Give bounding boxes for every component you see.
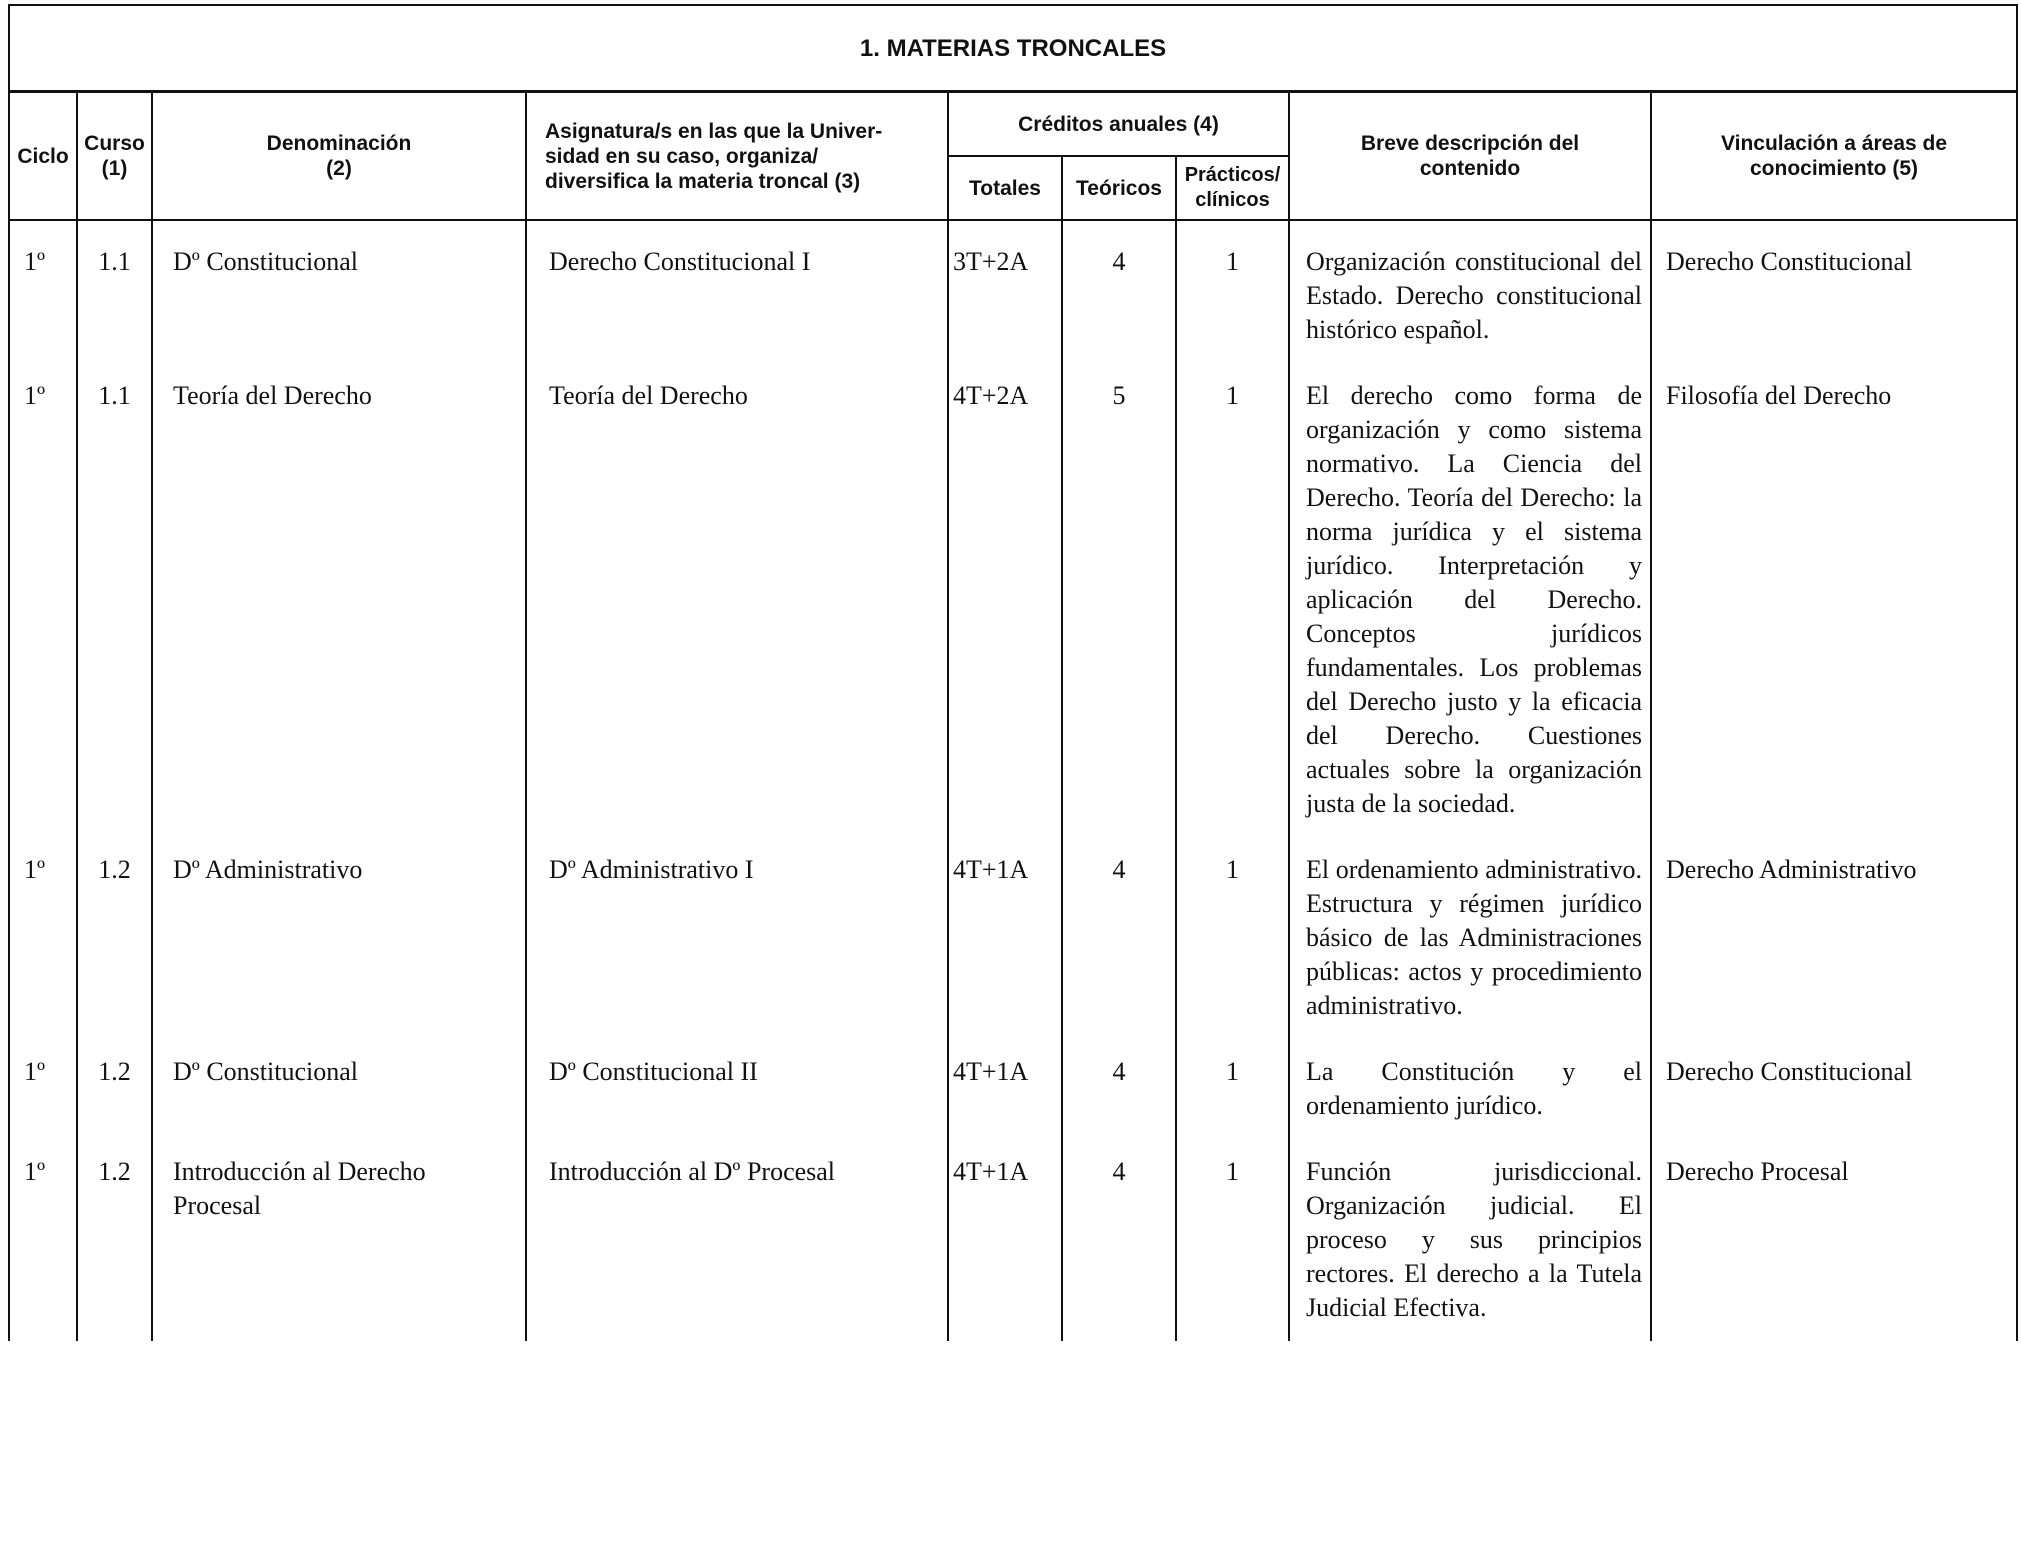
- cell-totales: 4T+2A: [948, 363, 1062, 837]
- table-row: [9, 1039, 2017, 1139]
- cell-curso: 1.2: [77, 837, 152, 1039]
- header-descripcion: Breve descripción del contenido: [1289, 92, 1651, 221]
- table-title: 1. MATERIAS TRONCALES: [9, 5, 2017, 92]
- cell-practicos: 1: [1176, 1139, 1289, 1341]
- cell-teoricos: 4: [1062, 220, 1176, 363]
- header-teoricos: Teóricos: [1062, 156, 1176, 220]
- cell-practicos: 1: [1176, 837, 1289, 1039]
- cell-practicos: 1: [1176, 363, 1289, 837]
- table-header: [9, 5, 2017, 220]
- cell-asignatura: Derecho Constitucional I: [526, 220, 948, 363]
- header-vinculacion: Vinculación a áreas de conocimiento (5): [1651, 92, 2017, 221]
- header-creditos-anuales: Créditos anuales (4): [948, 92, 1289, 157]
- header-totales: Totales: [948, 156, 1062, 220]
- header-ciclo: Ciclo: [9, 92, 77, 221]
- table-row: [9, 1139, 2017, 1341]
- cell-curso: 1.1: [77, 220, 152, 363]
- cell-teoricos: 4: [1062, 837, 1176, 1039]
- cell-asignatura: Dº Administrativo I: [526, 837, 948, 1039]
- cell-denominacion: Dº Constitucional: [152, 220, 526, 363]
- cell-curso: 1.2: [77, 1139, 152, 1341]
- cell-vinculacion: Derecho Constitucional: [1651, 1039, 2017, 1139]
- cell-descripcion: El derecho como forma de organización y como sistema normativo. La Ciencia del Derecho. Teoría del Derecho: la norma jurídica y el sistema jurídico. Interpretación y aplicación del Derecho. Conceptos jurídicos fundamentales. Los problemas del Derecho justo y la eficacia del Derecho. Cuestiones actuales sobre la organización justa de la sociedad.: [1289, 363, 1651, 837]
- cell-ciclo: 1º: [9, 837, 77, 1039]
- cell-vinculacion: Filosofía del Derecho: [1651, 363, 2017, 837]
- cell-ciclo: 1º: [9, 363, 77, 837]
- table-row: [9, 837, 2017, 1039]
- cell-ciclo: 1º: [9, 1139, 77, 1341]
- cell-ciclo: 1º: [9, 1039, 77, 1139]
- cell-totales: 4T+1A: [948, 837, 1062, 1039]
- header-curso: Curso (1): [77, 92, 152, 221]
- cell-descripcion: Organización constitucional del Estado. Derecho constitucional histórico español.: [1289, 220, 1651, 363]
- cell-vinculacion: Derecho Constitucional: [1651, 220, 2017, 363]
- materias-troncales-table: [8, 4, 2018, 1341]
- cell-descripcion: La Constitución y el ordenamiento jurídico.: [1289, 1039, 1651, 1139]
- cell-denominacion: Introducción al Derecho Procesal: [152, 1139, 526, 1341]
- cell-descripcion: Función jurisdiccional. Organización judicial. El proceso y sus principios rectores. El derecho a la Tutela Judicial Efectiva.: [1289, 1139, 1651, 1341]
- cell-ciclo: 1º: [9, 220, 77, 363]
- table-row: [9, 220, 2017, 363]
- cell-practicos: 1: [1176, 220, 1289, 363]
- cell-denominacion: Dº Constitucional: [152, 1039, 526, 1139]
- cell-teoricos: 5: [1062, 363, 1176, 837]
- cell-curso: 1.2: [77, 1039, 152, 1139]
- cell-asignatura: Introducción al Dº Procesal: [526, 1139, 948, 1341]
- cell-asignatura: Dº Constitucional II: [526, 1039, 948, 1139]
- cell-denominacion: Dº Administrativo: [152, 837, 526, 1039]
- cell-totales: 4T+1A: [948, 1139, 1062, 1341]
- cell-denominacion: Teoría del Derecho: [152, 363, 526, 837]
- document-page: [8, 4, 2016, 1552]
- header-practicos: Prácticos/ clínicos: [1176, 156, 1289, 220]
- cell-vinculacion: Derecho Procesal: [1651, 1139, 2017, 1341]
- cell-teoricos: 4: [1062, 1139, 1176, 1341]
- table-row: [9, 363, 2017, 837]
- cell-teoricos: 4: [1062, 1039, 1176, 1139]
- cell-asignatura: Teoría del Derecho: [526, 363, 948, 837]
- cell-vinculacion: Derecho Administrativo: [1651, 837, 2017, 1039]
- cell-totales: 3T+2A: [948, 220, 1062, 363]
- header-asignatura: Asignatura/s en las que la Univer- sidad en su caso, organiza/ diversifica la materia troncal (3): [526, 92, 948, 221]
- header-denominacion: Denominación (2): [152, 92, 526, 221]
- cell-descripcion: El ordenamiento administrativo. Estructura y régimen jurídico básico de las Administraciones públicas: actos y procedimiento administrativo.: [1289, 837, 1651, 1039]
- cell-totales: 4T+1A: [948, 1039, 1062, 1139]
- cell-practicos: 1: [1176, 1039, 1289, 1139]
- table-body: [9, 220, 2017, 1341]
- cell-curso: 1.1: [77, 363, 152, 837]
